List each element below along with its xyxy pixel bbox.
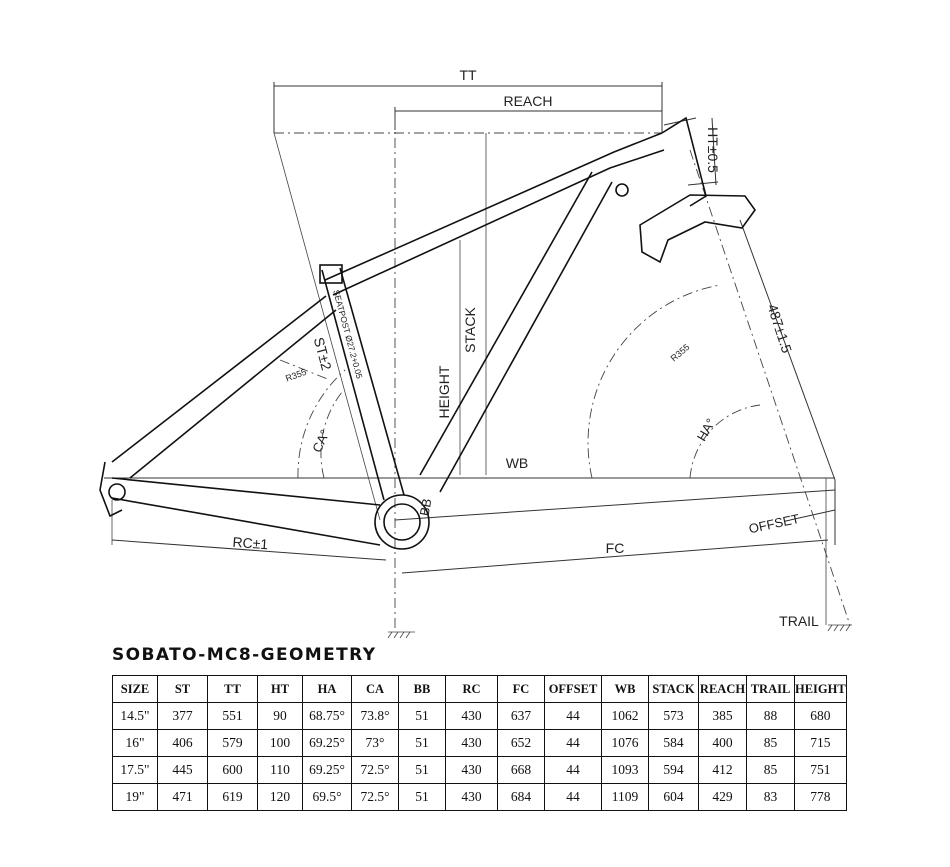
table-cell: 579 bbox=[208, 730, 258, 757]
header-stack: STACK bbox=[649, 676, 699, 703]
table-cell: 406 bbox=[158, 730, 208, 757]
table-row bbox=[113, 730, 847, 757]
table-cell: 1062 bbox=[602, 703, 649, 730]
table-cell: 44 bbox=[545, 703, 602, 730]
header-rc: RC bbox=[446, 676, 498, 703]
table-cell: 68.75° bbox=[303, 703, 352, 730]
label-offset: OFFSET bbox=[747, 510, 801, 537]
header-ca: CA bbox=[352, 676, 399, 703]
table-cell: 751 bbox=[795, 757, 847, 784]
table-cell: 100 bbox=[258, 730, 303, 757]
label-wb: WB bbox=[505, 455, 529, 471]
table-cell: 14.5" bbox=[113, 703, 158, 730]
table-cell: 668 bbox=[498, 757, 545, 784]
label-bb: BB bbox=[416, 497, 435, 518]
table-cell: 1109 bbox=[602, 784, 649, 811]
table-cell: 637 bbox=[498, 703, 545, 730]
table-cell: 51 bbox=[399, 703, 446, 730]
table-cell: 51 bbox=[399, 784, 446, 811]
table-cell: 551 bbox=[208, 703, 258, 730]
table-cell: 73° bbox=[352, 730, 399, 757]
dimension-labels bbox=[232, 67, 819, 629]
table-cell: 584 bbox=[649, 730, 699, 757]
table-cell: 110 bbox=[258, 757, 303, 784]
table-cell: 85 bbox=[747, 757, 795, 784]
table-cell: 17.5" bbox=[113, 757, 158, 784]
header-size: SIZE bbox=[113, 676, 158, 703]
table-cell: 69.5° bbox=[303, 784, 352, 811]
table-cell: 604 bbox=[649, 784, 699, 811]
table-cell: 85 bbox=[747, 730, 795, 757]
table-cell: 69.25° bbox=[303, 730, 352, 757]
table-cell: 19" bbox=[113, 784, 158, 811]
header-reach: REACH bbox=[699, 676, 747, 703]
table-cell: 684 bbox=[498, 784, 545, 811]
table-cell: 16" bbox=[113, 730, 158, 757]
table-cell: 430 bbox=[446, 784, 498, 811]
header-st: ST bbox=[158, 676, 208, 703]
table-cell: 652 bbox=[498, 730, 545, 757]
label-stack: STACK bbox=[462, 307, 478, 353]
table-cell: 778 bbox=[795, 784, 847, 811]
label-reach: REACH bbox=[503, 93, 553, 109]
label-tt: TT bbox=[459, 67, 477, 83]
label-height: HEIGHT bbox=[436, 365, 452, 419]
table-cell: 430 bbox=[446, 757, 498, 784]
table-cell: 680 bbox=[795, 703, 847, 730]
table-cell: 88 bbox=[747, 703, 795, 730]
table-cell: 377 bbox=[158, 703, 208, 730]
table-cell: 412 bbox=[699, 757, 747, 784]
table-cell: 51 bbox=[399, 757, 446, 784]
label-ht: HT±0.5 bbox=[705, 127, 721, 173]
table-cell: 90 bbox=[258, 703, 303, 730]
header-bb: BB bbox=[399, 676, 446, 703]
table-cell: 573 bbox=[649, 703, 699, 730]
dimension-lines bbox=[104, 82, 850, 632]
table-cell: 69.25° bbox=[303, 757, 352, 784]
label-fork-length: 487±1.5 bbox=[764, 301, 796, 355]
header-tt: TT bbox=[208, 676, 258, 703]
table-cell: 44 bbox=[545, 784, 602, 811]
table-cell: 44 bbox=[545, 730, 602, 757]
table-cell: 1076 bbox=[602, 730, 649, 757]
table-cell: 400 bbox=[699, 730, 747, 757]
table-cell: 430 bbox=[446, 730, 498, 757]
label-trail: TRAIL bbox=[779, 613, 819, 629]
label-fc: FC bbox=[605, 540, 625, 556]
table-cell: 594 bbox=[649, 757, 699, 784]
geometry-title: SOBATO-MC8-GEOMETRY bbox=[112, 645, 377, 665]
table-row bbox=[113, 757, 847, 784]
label-r355-front: R355 bbox=[668, 341, 692, 364]
geometry-table bbox=[112, 675, 847, 811]
header-trail: TRAIL bbox=[747, 676, 795, 703]
table-header-row bbox=[113, 676, 847, 703]
table-cell: 619 bbox=[208, 784, 258, 811]
table-cell: 471 bbox=[158, 784, 208, 811]
table-cell: 83 bbox=[747, 784, 795, 811]
table-cell: 430 bbox=[446, 703, 498, 730]
bike-frame bbox=[100, 118, 755, 549]
label-st: ST±2 bbox=[310, 335, 335, 372]
table-row bbox=[113, 784, 847, 811]
label-seatpost: SEATPOST Ø27.2+0.05 bbox=[331, 288, 365, 380]
table-cell: 73.8° bbox=[352, 703, 399, 730]
header-ha: HA bbox=[303, 676, 352, 703]
label-r355-rear: R355 bbox=[284, 366, 308, 384]
header-wb: WB bbox=[602, 676, 649, 703]
table-cell: 44 bbox=[545, 757, 602, 784]
table-cell: 445 bbox=[158, 757, 208, 784]
label-ha: HA° bbox=[693, 415, 719, 444]
header-fc: FC bbox=[498, 676, 545, 703]
table-cell: 429 bbox=[699, 784, 747, 811]
table-cell: 72.5° bbox=[352, 784, 399, 811]
label-rc: RC±1 bbox=[231, 533, 269, 553]
label-ca: CA° bbox=[309, 427, 333, 455]
table-cell: 120 bbox=[258, 784, 303, 811]
header-offset: OFFSET bbox=[545, 676, 602, 703]
table-cell: 385 bbox=[699, 703, 747, 730]
header-height: HEIGHT bbox=[795, 676, 847, 703]
table-cell: 1093 bbox=[602, 757, 649, 784]
table-cell: 715 bbox=[795, 730, 847, 757]
table-cell: 72.5° bbox=[352, 757, 399, 784]
table-cell: 51 bbox=[399, 730, 446, 757]
table-cell: 600 bbox=[208, 757, 258, 784]
header-ht: HT bbox=[258, 676, 303, 703]
table-row bbox=[113, 703, 847, 730]
